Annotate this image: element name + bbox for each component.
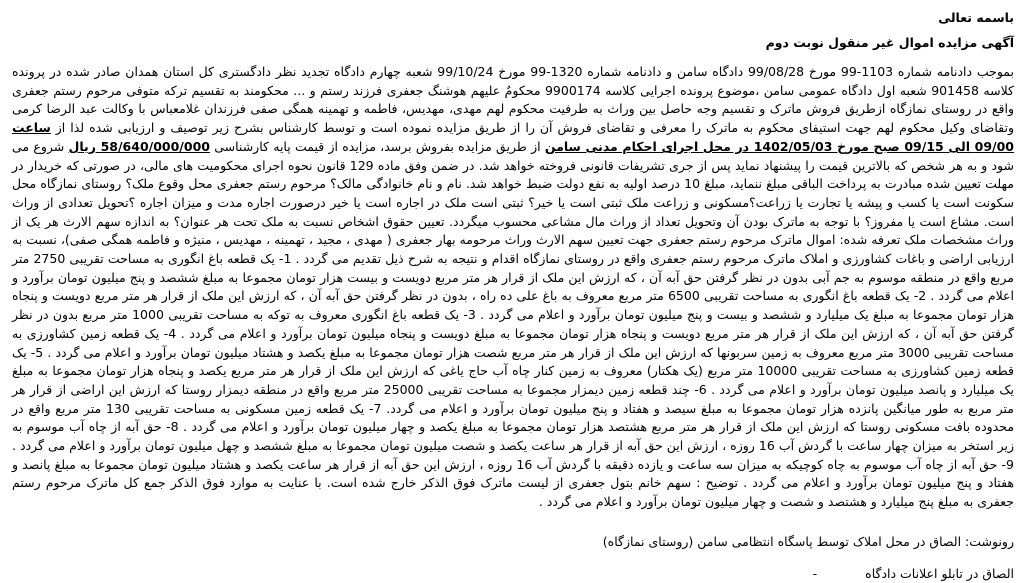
notice-body — [12, 63, 1014, 512]
body-text-part-1: بموجب دادنامه شماره 1103-99 مورخ 99/08/28 دادگاه سامن و دادنامه شماره 1320-99 مورخ 99/10/24 شعبه چهارم دادگاه تجدید نظر دادگستری کل استان همدان صادر شده در پرونده کلاسه 901458 شعبه اول دادگاه عمومی سامن ،موضوع پرونده اجرایی کلاسه 9900174 محکومٌ علیهم هوشنگ جعفری فرزند رستم و ... محکومند به تقسیم ترکه متوفی مرحوم رستم جعفری واقع در روستای نمازگاه ازطریق فروش ماترک و تقسیم وجه حاصل بین وراث به طرفیت محکوم لهم مهدی، مهدیس، فاطمه و تهمینه همگی صفی فرزندان غلامعباس با وکالت عبد الرضا کرمی وتقاضای وکیل محکوم لهم جهت استیفای محکوم به ماترک را معرفی و تقاضای فروش آن را از طریق مزایده نموده است و توسط کارشناس بشرح زیر توصیف و ارزیابی شده لذا از — [12, 64, 1014, 136]
basmala-heading: باسمه تعالی — [938, 10, 1014, 25]
auction-time-text: ساعت 09/00 الی 09/15 صبح مورخ 1402/05/03 در محل اجرای احکام مدنی سامن — [12, 120, 1014, 154]
board-note-row — [12, 564, 1014, 583]
copy-note: رونوشت: الصاق در محل املاک توسط پاسگاه انتظامی سامن (روستای نمازگاه) — [602, 533, 1014, 549]
dash-mark: - — [812, 565, 818, 581]
body-text-part-2: از طریق مزایده بفروش برسد، مزایده از قیمت پایه کارشناسی — [209, 138, 545, 154]
notice-title: آگهی مزایده اموال غیر منقول نوبت دوم — [765, 35, 1014, 50]
board-note: الصاق در تابلو اعلانات دادگاه — [865, 565, 1014, 581]
base-price-text: 58/640/000/000 ریال — [68, 138, 210, 154]
body-text-part-3: شروع می شود و به هر شخص که بالاترین قیمت را پیشنهاد نماید پس از جری تشریفات قانونی فروخته خواهد شد. در ضمن وفق ماده 129 قانون نحوه اجرای محکومیت های مالی، در صورتی که خریدار در مهلت تعیین شده مبادرت به پرداخت الباقی مبلغ ننماید، مبلغ 10 درصد اولیه به نفع دولت ضبط خواهد شد. نام و نام خانوادگی مالک؟ مرحوم رستم جعفری محل وقوع ملک؟ روستای نمازگاه محل سکونت است یا کسب و پیشه یا تجارت یا زراعت؟مسکونی و زراعت ملک ثبتی است یا خیر؟ ثبتی است ملک در اجاره است یا خیر درصورت اجاره مدت و میزان اجاره ؟تحویل تعدادی از وراث است. مشاع است یا مفروز؟ با توجه به ماترک بودن آن وتحویل تعداد از وراث مال مشاعی محسوب میگردد. تعیین حقوق اشخاص نسبت به ملک تحت هر عنوان؟ به اندازه سهم الارث هر یک از وراث مشخصات ملک تعرفه شده: اموال ماترک مرحوم رستم جعفری جهت تعیین سهم الارث وراث مرحومه بهار جعفری ( مهدی ، مجید ، تهمینه ، مهدیس ، منیژه و فاطمه همگی صفی)، نسبت به ارزیابی اراضی و باغات کشاورزی و املاک ماترک مرحوم رستم جعفری واقع در روستای نمازگاه اقدام و نتیجه به شرح ذیل تقدیم می گردد . 1- یک قطعه باغ انگوری به مساحت تقریبی 2750 متر مربع واقع در منطقه موسوم به جم آبی بدون در نظر گرفتن حق آبه آن ، که ارزش این ملک از قرار هر متر مربع دویست و بیست هزار تومان مجموعا به مبلغ ششصد و پنج میلیون تومان برآورد و اعلام می گردد . 2- یک قطعه باغ انگوری به مساحت تقریبی 6500 متر مربع معروف به باغ علی ده راه ، بدون در نظر گرفتن حق آبه آن ، که ارزش این ملک از قرار هر متر مربع دویست و پنجاه هزار تومان مجموعا به مبلغ یک میلیارد و ششصد و بیست و پنج میلیون تومان برآورد و اعلام می گردد . 3- یک قطعه باغ انگوری معروف به توکه به مساحت تقریبی 1000 متر مربع بدون در نظر گرفتن حق آبه آن ، که ارزش این ملک از قرار هر متر مربع دویست و پنجاه هزار تومان مجموعا به مبلغ دویست و پنجاه میلیون تومان برآورد و اعلام می گردد . 4- یک قطعه زمین کشاورزی به مساحت تقریبی 3000 متر مربع معروف به زمین سربونها که ارزش این ملک از قرار هر متر مربع شصت هزار تومان مجموعا به مبلغ یکصد و هشتاد میلیون تومان برآورد و اعلام می گردد . 5- یک قطعه زمین کشاورزی به مساحت تقریبی 10000 متر مربع (یک هکتار) معروف به زمین کنار چاه آب حاج یاغی که ارزش این ملک از قرار هر متر مربع یکصد و پنجاه هزار تومان مجموعا به مبلغ یک میلیارد و پانصد میلیون تومان برآورد و اعلام می گردد . 6- چند قطعه زمین دیمزار مجموعا به مساحت تقریبی 25000 متر مربع واقع در منطقه دیمزار روستا که ارزش این اراضی از قرار هر متر مربع به طور میانگین پانزده هزار تومان مجموعا به مبلغ سیصد و هفتاد و پنج میلیون تومان برآورد و اعلام می گردد. 7- یک قطعه زمین مسکونی به مساحت تقریبی 130 متر مربع واقع در محدوده بافت مسکونی روستا که ارزش این ملک از قرار هر متر مربع هشتصد هزار تومان مجموعا به مبلغ یکصد و چهار میلیون تومان برآورد و اعلام می گردد . 8- حق آبه از چاه آب موسوم به زیر استخر به میزان چهار ساعت با گردش آب 16 روزه ، ارزش این حق آبه از قرار هر ساعت یکصد و شصت میلیون تومان مجموعا به مبلغ ششصد و چهل میلیون تومان برآورد و اعلام می گردد . 9- حق آبه از چاه آب موسوم به چاه کوچیکه به میزان سه ساعت و یازده دقیقه با گردش آب 16 روزه ، ارزش این حق آبه از قرار هر ساعت یکصد و هشتاد میلیون تومان مجموعا به مبلغ پانصد و هفتاد و پنج میلیون تومان برآورد و اعلام می گردد . توضیح : سهم خانم بتول جعفری از لیست ماترک فوق الذکر خارج شده است. با عنایت به موارد فوق الذکر جمع کل ماترک مرحوم رستم جعفری به مبلغ پنج میلیارد و هشتصد و شصت و چهار میلیون تومان برآورد و اعلام می گردد . — [12, 138, 1015, 510]
